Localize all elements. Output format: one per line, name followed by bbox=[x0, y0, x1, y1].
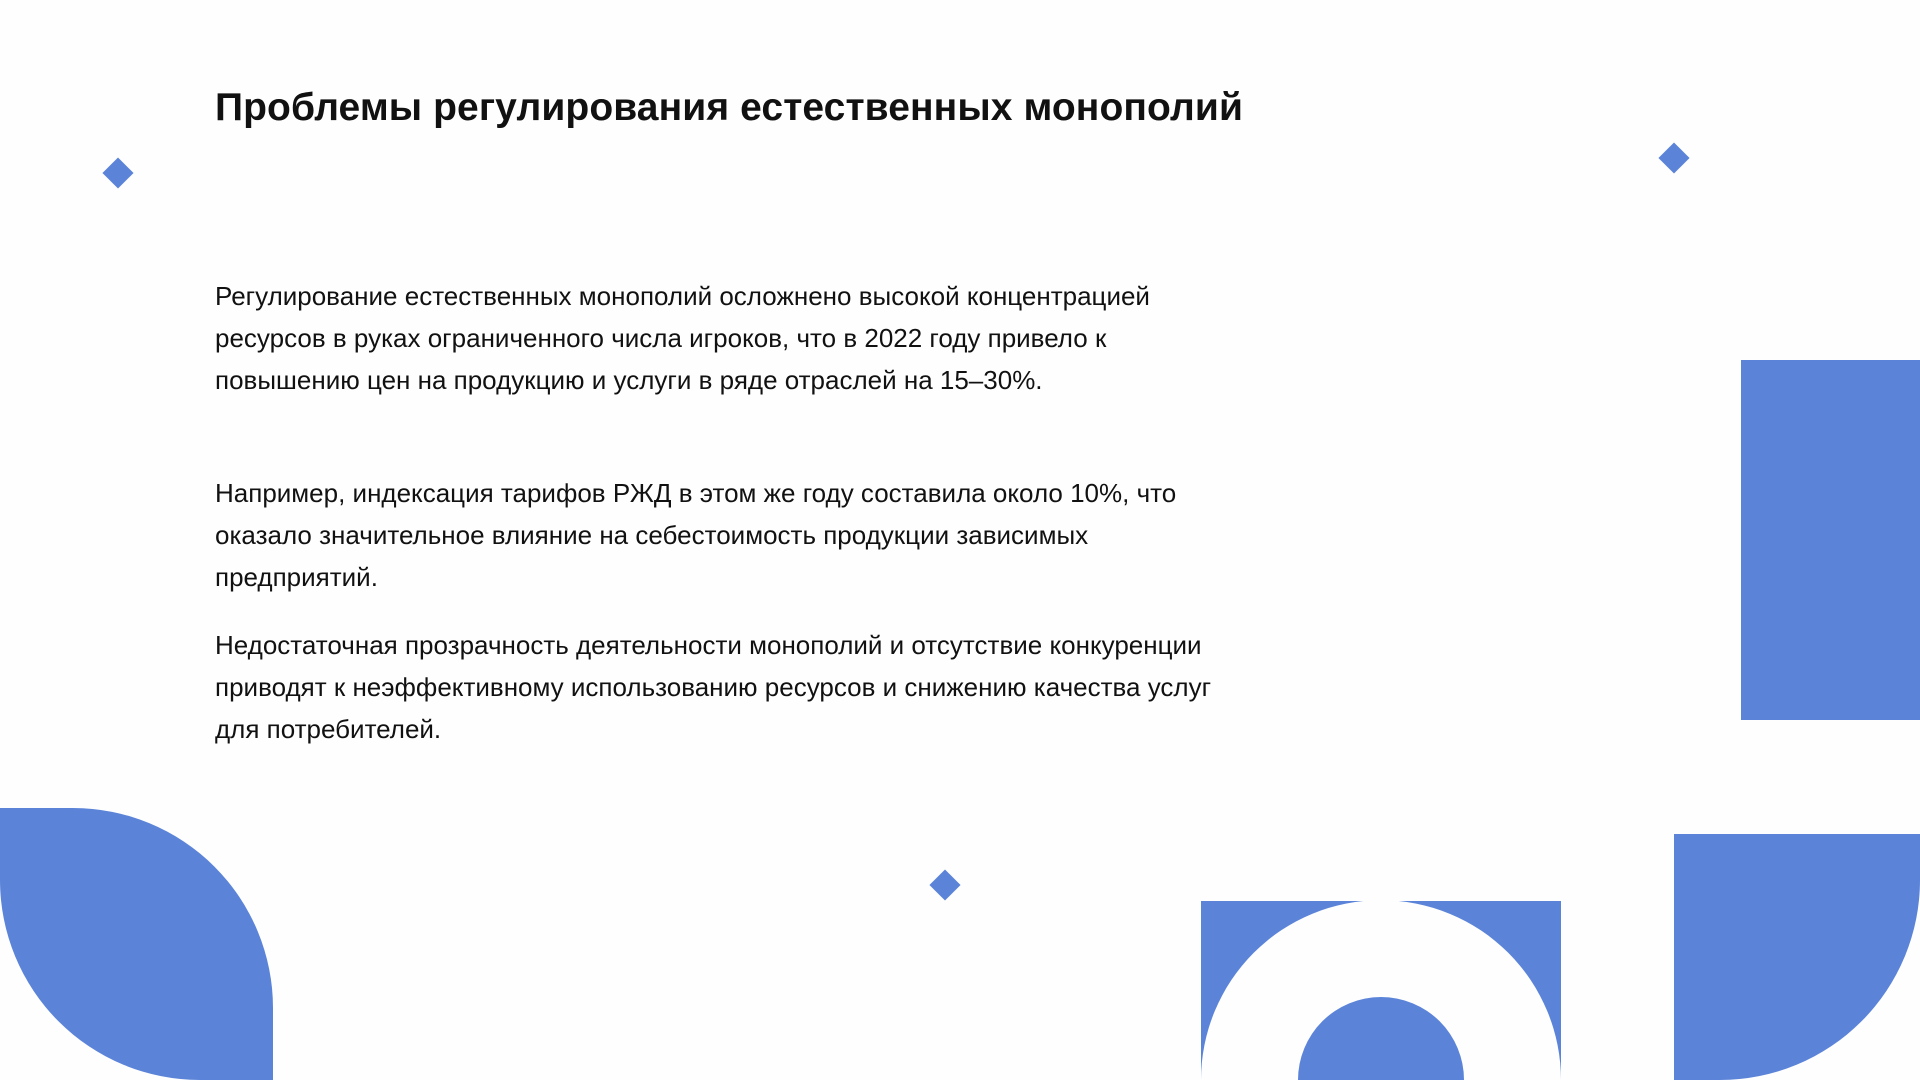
diamond-shape-top-right bbox=[1658, 142, 1689, 173]
diamond-shape-bottom-center bbox=[929, 869, 960, 900]
paragraph-transparency: Недостаточная прозрачность деятельности монополий и отсутствие конкуренции приводят к неэффективному использованию ресурсов и снижению качества услуг для потребителей. bbox=[215, 630, 1212, 744]
right-bar-shape bbox=[1741, 360, 1920, 720]
paragraph-concentration: Регулирование естественных монополий осложнено высокой концентрацией ресурсов в руках ограниченного числа игроков, что в 2022 году привело к повышению цен на продукцию и услуги в ряде отраслей на 15–30%. bbox=[215, 281, 1150, 395]
leaf-shape-bottom-left-fill bbox=[0, 808, 273, 1080]
diamond-shape-left bbox=[102, 157, 133, 188]
paragraph-tariff-example: Например, индексация тарифов РЖД в этом же году составила около 10%, что оказало значительное влияние на себестоимость продукции зависимых предприятий. bbox=[215, 478, 1177, 592]
slide-title: Проблемы регулирования естественных монополий bbox=[215, 86, 1244, 129]
quarter-shape-bottom-right bbox=[1674, 834, 1920, 1080]
